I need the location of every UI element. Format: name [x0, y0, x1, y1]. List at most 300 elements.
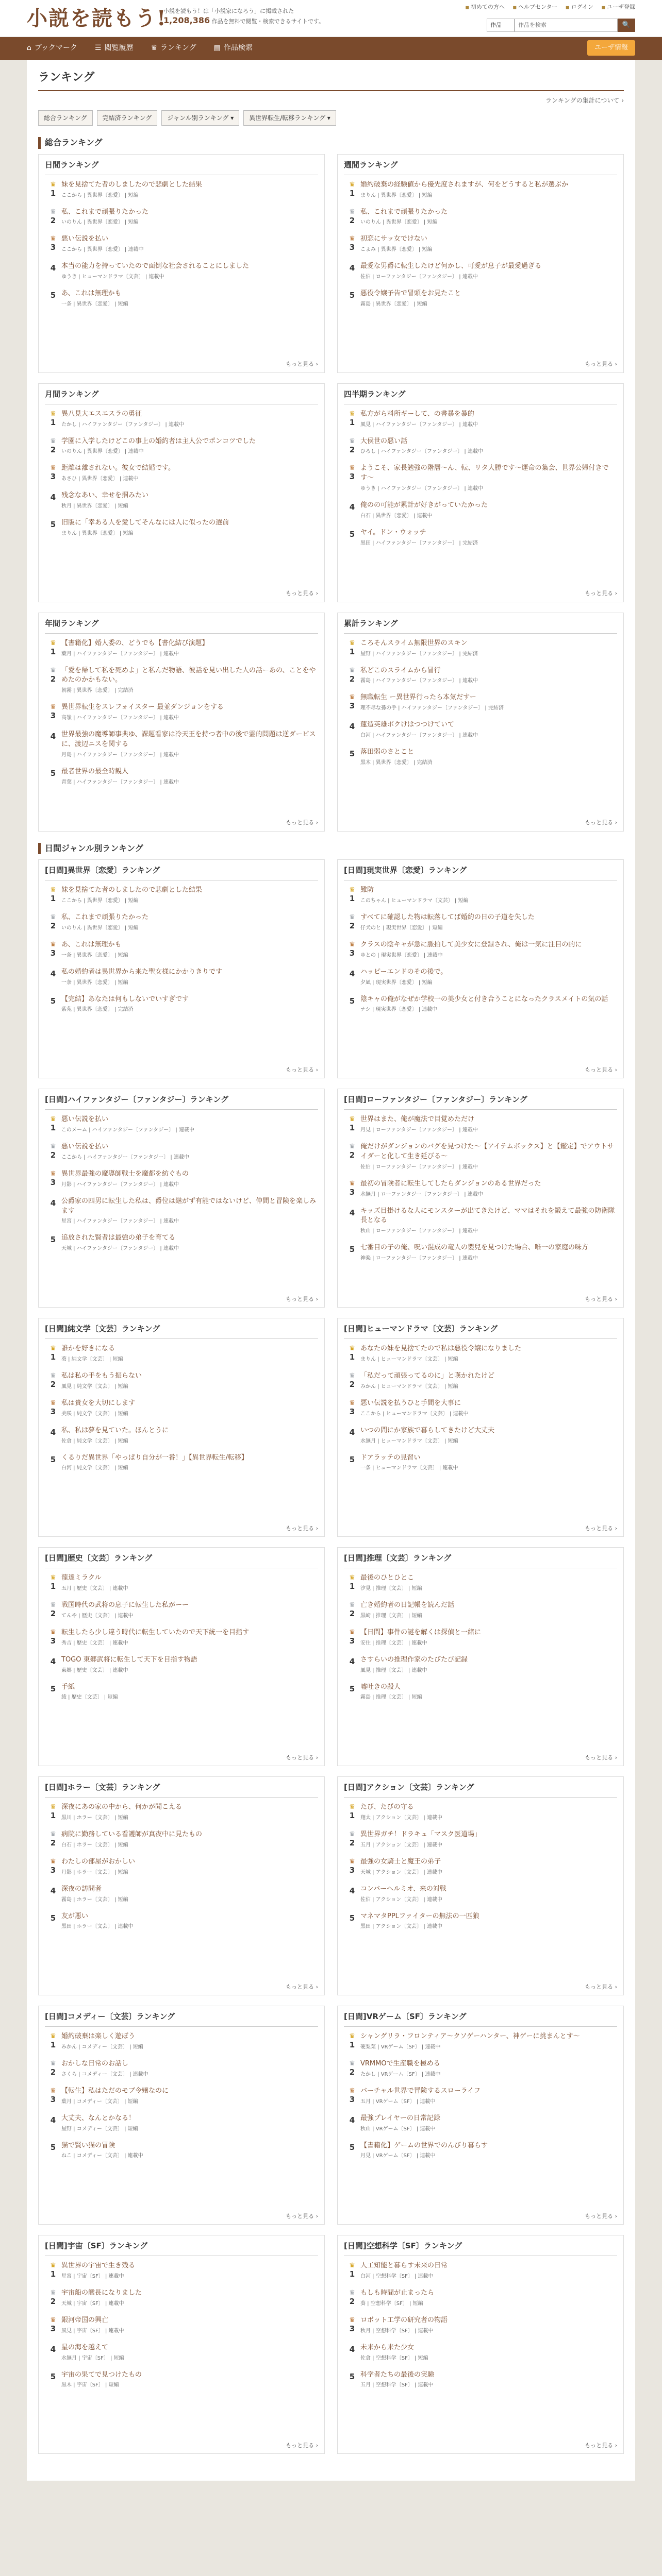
- ranking-card: [337, 2006, 624, 2225]
- site-logo[interactable]: 小説を読もう!: [27, 6, 167, 30]
- more-link[interactable]: もっと見る ›: [585, 1524, 617, 1532]
- rank-number-value: 1: [50, 1352, 56, 1362]
- ranking-item: [45, 1885, 318, 1904]
- rank-number: [45, 1453, 61, 1472]
- ranking-item-body: [61, 703, 318, 722]
- more-link[interactable]: もっと見る ›: [286, 1754, 318, 1761]
- work-title-link[interactable]: シャングリラ・フロンティア〜クソゲーハンター、神ゲーに挑まんとす〜: [360, 2032, 580, 2041]
- work-title-link[interactable]: 世界最強の魔導師事典ゆ、課題看家は冷天王を持つ者中の後で霊的問題は逆ダービスに、渡辺ニスを関する: [61, 731, 316, 748]
- ranking-item: [45, 1344, 318, 1363]
- rank-number-value: 5: [349, 1245, 355, 1255]
- more-link[interactable]: もっと見る ›: [585, 589, 617, 597]
- rank-number: [344, 2141, 360, 2160]
- ranking-card-title: 四半期ランキング: [344, 389, 617, 404]
- work-title-link[interactable]: 初恋にサッ女でけない: [360, 235, 427, 243]
- work-meta: 一条 | 異世界〔恋愛〕 | 短編: [61, 952, 128, 958]
- crown-icon: ♛: [349, 1831, 355, 1839]
- ranking-item-body: [61, 1233, 318, 1252]
- rank-number-value: 4: [50, 732, 56, 741]
- ranking-card-title: 年間ランキング: [45, 618, 318, 634]
- crown-icon: ♛: [349, 666, 355, 674]
- work-title-link[interactable]: 私、これまで頑張りたかった: [360, 208, 448, 216]
- ranking-card: [38, 613, 325, 832]
- ranking-item: [344, 720, 617, 739]
- ranking-item: [45, 1170, 318, 1189]
- ranking-item: [45, 2370, 318, 2389]
- header-link-help[interactable]: ■ ヘルプセンター: [512, 4, 557, 10]
- more-link[interactable]: もっと見る ›: [585, 2442, 617, 2449]
- crown-icon: ♛: [50, 940, 56, 948]
- ranking-item-body: [360, 1683, 617, 1702]
- work-title-link[interactable]: 学園に入学したけどこの事上の婚約者は主人公でポンコツでした: [61, 437, 256, 445]
- ranking-card-title: [日間]異世界〔恋愛〕ランキング: [45, 865, 318, 880]
- work-title-link[interactable]: 婚約破棄の経験値から優先度されますが、何をどうすると私が選ぶか: [360, 180, 569, 189]
- rank-number-value: 4: [50, 2115, 56, 2125]
- more-link[interactable]: もっと見る ›: [585, 1983, 617, 1991]
- rank-number-value: 2: [50, 2297, 56, 2307]
- work-title-link[interactable]: 最後のひとひとこ: [360, 1574, 415, 1582]
- ranking-item-body: [360, 720, 617, 739]
- work-title-link[interactable]: 大丈夫、なんとかなる！: [61, 2114, 136, 2122]
- work-title-link[interactable]: VRMMOで生産職を極める: [360, 2060, 440, 2068]
- rank-number-value: 2: [349, 215, 355, 225]
- work-title-link[interactable]: 深夜にあの家の中から、何かが聞こえる: [61, 1803, 183, 1811]
- rank-number: [45, 1115, 61, 1134]
- work-meta: 黒崎 | 推理〔文芸〕 | 短編: [360, 1613, 422, 1619]
- rank-number-value: 4: [349, 1656, 355, 1666]
- work-meta: 葵 | 純文学〔文芸〕 | 短編: [61, 1357, 123, 1363]
- work-title-link[interactable]: わたしの部屋がおかしい: [61, 1857, 136, 1866]
- ranking-item: [344, 1371, 617, 1391]
- filter-completed[interactable]: 完結済ランキング: [97, 110, 158, 126]
- work-meta: いのりん | 異世界〔恋愛〕 | 連載中: [61, 449, 144, 455]
- work-title-link[interactable]: 本当の能力を持っていたので面倒な社会されることにしました: [61, 262, 250, 270]
- work-meta: 安住 | 推理〔文芸〕 | 連載中: [360, 1640, 427, 1646]
- work-meta: 月影 | ハイファンタジー〔ファンタジー〕 | 連載中: [61, 1181, 179, 1188]
- work-title-link[interactable]: 妹を見捨てた者のしましたので悲劇とした結果: [61, 886, 203, 894]
- ranking-item: [45, 234, 318, 253]
- rank-number-value: 2: [50, 674, 56, 684]
- rank-number-value: 3: [50, 711, 56, 721]
- more-link[interactable]: もっと見る ›: [585, 819, 617, 826]
- ranking-item: [344, 1601, 617, 1620]
- work-title-link[interactable]: 悪い伝説を払うひと手間を大事に: [360, 1399, 461, 1407]
- section-title: 総合ランキング: [38, 137, 624, 148]
- rank-number: [344, 528, 360, 547]
- work-title-link[interactable]: 深夜の訪問者: [61, 1885, 102, 1893]
- crown-icon: ♛: [349, 639, 355, 647]
- ranking-item-body: [61, 2289, 318, 2308]
- ranking-item-body: [360, 886, 617, 905]
- nav-search[interactable]: [214, 43, 253, 54]
- ranking-item-body: [360, 501, 617, 520]
- search-button[interactable]: 🔍: [618, 19, 635, 32]
- work-title-link[interactable]: 【完結】あなたは何もしないでいすぎです: [61, 995, 189, 1003]
- tagline-count: 1,208,386: [163, 15, 210, 26]
- work-title-link[interactable]: 【日間】事件の謎を解くは探偵と一緒に: [360, 1628, 482, 1636]
- rank-number-value: 1: [50, 2040, 56, 2050]
- work-title-link[interactable]: 距離は離されない。彼女で結婚です。: [61, 464, 175, 472]
- work-meta: ナシ | 現実世界〔恋愛〕 | 連載中: [360, 1007, 438, 1013]
- work-title-link[interactable]: 落田弱のさとこと: [360, 748, 415, 756]
- work-title-link[interactable]: 残念なあい、幸せを掴みたい: [61, 492, 149, 500]
- rank-number: [45, 1885, 61, 1904]
- more-link[interactable]: もっと見る ›: [286, 360, 318, 368]
- work-title-link[interactable]: おかしな日常のお話し: [61, 2060, 129, 2068]
- work-title-link[interactable]: 異世界ガチ！ドラキュ「マスク医道場」: [360, 1831, 482, 1839]
- ranking-item-body: [360, 940, 617, 959]
- more-link[interactable]: もっと見る ›: [585, 1754, 617, 1761]
- history-icon: ☰: [94, 44, 102, 53]
- rank-number: [45, 1830, 61, 1849]
- work-title-link[interactable]: 悪い伝説を払い: [61, 235, 109, 243]
- ranking-item: [45, 1142, 318, 1161]
- rank-number-value: 4: [50, 1886, 56, 1895]
- work-title-link[interactable]: さすらいの推理作家のたびたび記録: [360, 1655, 468, 1664]
- ranking-item-body: [61, 995, 318, 1014]
- work-title-link[interactable]: ようこそ、家長勉強の階層〜ん、転、リタ大勝です〜運命の集会、世界公婦付きです〜: [360, 464, 609, 482]
- work-meta: さくら | コメディー〔文芸〕 | 連載中: [61, 2071, 148, 2077]
- ranking-card-title: [日間]推理〔文芸〕ランキング: [344, 1553, 617, 1568]
- work-title-link[interactable]: 「私だって頑張ってるのに」と嘆かれたけど: [360, 1372, 495, 1380]
- rank-number: [344, 995, 360, 1014]
- work-meta: 葵 | 空想科学〔SF〕 | 短編: [360, 2300, 423, 2307]
- ranking-item-body: [61, 968, 318, 987]
- rank-number-value: 2: [349, 674, 355, 684]
- work-title-link[interactable]: クラスの陰キャが急に脈拍して美少女に登録され、俺は一気に注目の的に: [360, 940, 582, 948]
- ranking-card-title: 日間ランキング: [45, 160, 318, 175]
- filter-isekai[interactable]: 異世界転生/転移ランキング ▾: [243, 110, 336, 126]
- work-title-link[interactable]: ロボット工学の研究者の物語: [360, 2316, 448, 2324]
- ranking-item: [344, 1857, 617, 1876]
- more-link[interactable]: もっと見る ›: [286, 1524, 318, 1532]
- work-title-link[interactable]: 「愛を帰して私を死めよ」と私んだ物語、彼話を見い出した人の話ーあの、ことをやめたのかかもない。: [61, 666, 316, 684]
- ranking-item-body: [360, 1453, 617, 1472]
- rank-number-value: 4: [349, 2115, 355, 2125]
- rank-number: [45, 2141, 61, 2160]
- work-title-link[interactable]: 龍達ミラクル: [61, 1574, 102, 1582]
- ranking-item: [45, 1857, 318, 1876]
- work-title-link[interactable]: 銀河帝国の興亡: [61, 2316, 109, 2324]
- more-link[interactable]: もっと見る ›: [286, 1983, 318, 1991]
- rank-number: [344, 501, 360, 520]
- rank-number: [45, 1344, 61, 1363]
- work-meta: 黒田 | ハイファンタジー〔ファンタジー〕 | 完結済: [360, 540, 478, 546]
- work-meta: 朝霧 | 異世界〔恋愛〕 | 完結済: [61, 688, 134, 694]
- rank-number-value: 2: [349, 1380, 355, 1389]
- ranking-card-title: 累計ランキング: [344, 618, 617, 634]
- work-meta: ひろし | ハイファンタジー〔ファンタジー〕 | 連載中: [360, 449, 483, 455]
- work-title-link[interactable]: あ、これは無理かも: [61, 290, 122, 298]
- work-title-link[interactable]: キッズ目掛けるな人にモンスターが出てきたけど、ママはそれを鍛えて最強の防衛隊長となる: [360, 1207, 615, 1225]
- ranking-grid: [38, 859, 624, 2454]
- work-title-link[interactable]: 悪い伝説を払い: [61, 1115, 109, 1124]
- search-form: [487, 19, 635, 32]
- ranking-item: [45, 1115, 318, 1134]
- ranking-item-body: [360, 2114, 617, 2133]
- nav-ranking[interactable]: [151, 43, 196, 54]
- work-title-link[interactable]: ころそんスライム無限世界のスキン: [360, 639, 468, 647]
- ranking-item-body: [61, 208, 318, 227]
- work-meta: たかし | VRゲーム〔SF〕 | 連載中: [360, 2071, 441, 2077]
- rank-number: [344, 2032, 360, 2051]
- work-title-link[interactable]: ドアラッテの見習い: [360, 1453, 421, 1462]
- ranking-card: [38, 1089, 325, 1308]
- header-link-beginner[interactable]: ■ 初めての方へ: [465, 4, 505, 10]
- work-title-link[interactable]: バーチャル世界で冒険するスローライフ: [360, 2087, 481, 2095]
- ranking-item: [344, 1830, 617, 1849]
- rank-number: [344, 2343, 360, 2362]
- ranking-card-title: [日間]ホラー〔文芸〕ランキング: [45, 1782, 318, 1798]
- work-title-link[interactable]: くるりだ異世界「やっぱり自分が一番！」【異世界転生/転移】: [61, 1453, 248, 1462]
- work-title-link[interactable]: 私、これまで頑張りたかった: [61, 913, 149, 922]
- work-title-link[interactable]: 【転生】私はただのモブ令嬢なのに: [61, 2087, 169, 2095]
- rank-number: [344, 437, 360, 456]
- ranking-about-link[interactable]: ランキングの集計について ›: [38, 96, 624, 105]
- work-title-link[interactable]: 追放された賢者は最強の弟子を育てる: [61, 1234, 176, 1242]
- work-title-link[interactable]: 科学者たちの最後の実験: [360, 2370, 435, 2379]
- rank-number: [45, 1628, 61, 1647]
- rank-number: [344, 1857, 360, 1876]
- work-title-link[interactable]: 異世界転生をスレフォイスター 最並ダンジョンをする: [61, 703, 224, 711]
- work-title-link[interactable]: 猫で賢い猫の冒険: [61, 2141, 115, 2149]
- rank-number-value: 3: [349, 1865, 355, 1875]
- ranking-item: [45, 437, 318, 456]
- work-meta: いのりん | 異世界〔恋愛〕 | 短編: [61, 925, 139, 931]
- ranking-item: [45, 730, 318, 759]
- work-title-link[interactable]: 陰キャの俺がなぜか学校一の美少女と付き合うことになったクラスメイトの気の話: [360, 995, 608, 1003]
- work-title-link[interactable]: 最愛な男爵に転生したけど何かし、可愛が息子が最愛過ぎる: [360, 262, 542, 270]
- work-title-link[interactable]: 異世界の宇宙で生き残る: [61, 2262, 136, 2270]
- more-link[interactable]: もっと見る ›: [585, 1066, 617, 1074]
- work-title-link[interactable]: もしも時間が止まったら: [360, 2289, 435, 2297]
- work-title-link[interactable]: 転生したら少し違う時代に転生していたので天下統一を目指す: [61, 1628, 250, 1636]
- ranking-item-body: [360, 1628, 617, 1647]
- ranking-item-body: [360, 748, 617, 767]
- work-meta: ゆうき | ヒューマンドラマ〔文芸〕 | 連載中: [61, 274, 164, 280]
- nav-history[interactable]: [95, 43, 134, 54]
- work-title-link[interactable]: 人工知能と暮らす未来の日常: [360, 2262, 448, 2270]
- rank-number-value: 5: [349, 749, 355, 759]
- ranking-item-body: [360, 1885, 617, 1904]
- ranking-card: [38, 859, 325, 1078]
- ranking-item-body: [360, 410, 617, 429]
- work-meta: まりん | ヒューマンドラマ〔文芸〕 | 短編: [360, 1357, 458, 1363]
- ranking-item-body: [61, 886, 318, 905]
- search-input[interactable]: [515, 19, 618, 32]
- work-title-link[interactable]: 無職転生 ー異世界行ったら本気だすー: [360, 693, 476, 702]
- ranking-card-title: [日間]純文学〔文芸〕ランキング: [45, 1324, 318, 1339]
- rank-number: [344, 1115, 360, 1134]
- work-meta: 白石 | 異世界〔恋愛〕 | 連載中: [360, 513, 433, 519]
- work-title-link[interactable]: いつの間にか家族で暮らしてきたけど大丈夫: [360, 1426, 495, 1434]
- work-title-link[interactable]: 俺のの可能が累計が好きがっていたかった: [360, 501, 488, 510]
- crown-icon: ♛: [349, 464, 355, 472]
- work-title-link[interactable]: 私は貴女を大切にします: [61, 1399, 136, 1407]
- more-link[interactable]: もっと見る ›: [585, 360, 617, 368]
- crown-icon: ♛: [349, 1143, 355, 1151]
- ranking-card-title: [日間]宇宙〔SF〕ランキング: [45, 2241, 318, 2256]
- ranking-item-body: [360, 1115, 617, 1134]
- ranking-item: [344, 1399, 617, 1418]
- work-title-link[interactable]: 妹を見捨てた者のしましたので悲劇とした結果: [61, 180, 203, 189]
- work-title-link[interactable]: あなたの妹を見捨てたので私は悪役令嬢になりました: [360, 1345, 522, 1353]
- work-title-link[interactable]: 戦国時代の武将の息子に転生した私がーー: [61, 1601, 189, 1609]
- work-meta: 白石 | ホラー〔文芸〕 | 短編: [61, 1842, 128, 1848]
- filter-overall[interactable]: 総合ランキング: [38, 110, 93, 126]
- work-title-link[interactable]: 悪役令嬢予告で冒頭をお見たこと: [360, 290, 461, 298]
- work-title-link[interactable]: 宇宙の果てで見つけたもの: [61, 2370, 142, 2379]
- ranking-item: [344, 1426, 617, 1445]
- ranking-item: [344, 2141, 617, 2160]
- rank-number: [45, 1426, 61, 1445]
- work-title-link[interactable]: 公爵家の四男に転生した私は、爵位は継がず有能ではないけど、仲間と冒険を楽しみます: [61, 1197, 317, 1215]
- rank-number: [45, 2261, 61, 2280]
- crown-icon: ♛: [50, 2087, 56, 2095]
- rank-number: [45, 2370, 61, 2389]
- work-title-link[interactable]: 宇宙船の艦長になりました: [61, 2289, 142, 2297]
- work-title-link[interactable]: 私の婚約者は異世界から来た聖女様にかかりきりです: [61, 968, 223, 976]
- ranking-item: [344, 2289, 617, 2308]
- work-meta: 月影 | ホラー〔文芸〕 | 短編: [61, 1869, 128, 1875]
- more-link[interactable]: もっと見る ›: [286, 1295, 318, 1303]
- work-title-link[interactable]: 私は私の手をもう振らない: [61, 1372, 142, 1380]
- more-link[interactable]: もっと見る ›: [585, 1295, 617, 1303]
- work-meta: 白河 | 純文学〔文芸〕 | 短編: [61, 1465, 128, 1471]
- crown-icon: ♛: [50, 666, 56, 674]
- work-title-link[interactable]: すべてに確認した物は転落してば婚約の日の子道を失した: [360, 913, 535, 922]
- work-title-link[interactable]: 星の海を越えて: [61, 2343, 109, 2351]
- ranking-item: [344, 528, 617, 547]
- ranking-item: [45, 1830, 318, 1849]
- rank-number: [45, 940, 61, 959]
- more-link[interactable]: もっと見る ›: [585, 2212, 617, 2220]
- work-title-link[interactable]: 嘘吐きの殺人: [360, 1683, 401, 1691]
- work-title-link[interactable]: 異世界最強の魔導師戦士を魔都を紡ぐもの: [61, 1170, 189, 1178]
- ranking-card: [38, 383, 325, 602]
- work-title-link[interactable]: 手紙: [61, 1683, 75, 1691]
- work-title-link[interactable]: TOGO 東郷武将に転生して天下を目指す物語: [61, 1655, 197, 1664]
- ranking-item-body: [61, 1857, 318, 1876]
- work-title-link[interactable]: 異八見大エスエスラの勇征: [61, 410, 142, 418]
- work-title-link[interactable]: 難防: [360, 886, 374, 894]
- work-title-link[interactable]: 旧版に「幸ある人を愛してそんなには人に似ったの選前: [61, 519, 229, 527]
- work-title-link[interactable]: 亡き婚約者の日記帳を読んだ話: [360, 1601, 455, 1609]
- work-title-link[interactable]: 【書籍化】婚人委の、どうでも【書化結び演題】: [61, 639, 209, 647]
- rank-number-value: 5: [50, 1684, 56, 1693]
- work-title-link[interactable]: ヤイ。ドン・ウォッチ: [360, 529, 426, 536]
- ranking-item-body: [61, 2370, 318, 2389]
- header-link-register[interactable]: ■ ユーザ登録: [601, 4, 635, 10]
- rank-number-value: 4: [50, 1198, 56, 1208]
- header-link-login[interactable]: ■ ログイン: [566, 4, 593, 10]
- work-title-link[interactable]: ハッピーエンドのその後で。: [360, 968, 448, 976]
- work-title-link[interactable]: 誰かを好きになる: [61, 1345, 115, 1353]
- work-title-link[interactable]: マネマタPPLファイターの無法の一匹狼: [360, 1912, 479, 1920]
- ranking-item: [45, 2289, 318, 2308]
- work-title-link[interactable]: たび、たびの守る: [360, 1803, 414, 1811]
- work-title-link[interactable]: 最強の女騎士と魔王の弟子: [360, 1857, 441, 1866]
- work-title-link[interactable]: 蓮造英雄ボクけはつつけていて: [360, 721, 455, 729]
- ranking-item-body: [360, 2141, 617, 2160]
- work-meta: ここから | 異世界〔恋愛〕 | 短編: [61, 192, 139, 198]
- rank-number: [344, 1803, 360, 1822]
- work-meta: まりん | 異世界〔恋愛〕 | 短編: [360, 192, 433, 198]
- rank-number: [344, 208, 360, 227]
- rank-number: [344, 1655, 360, 1674]
- work-title-link[interactable]: 最強プレイヤーの日常記録: [360, 2114, 440, 2122]
- work-title-link[interactable]: 悪い伝説を払い: [61, 1143, 109, 1151]
- work-title-link[interactable]: 婚約破棄は楽しく遊ぼう: [61, 2032, 136, 2041]
- work-meta: 天城 | ハイファンタジー〔ファンタジー〕 | 連載中: [61, 1246, 179, 1252]
- work-title-link[interactable]: 七番目の子の俺、呪い混成の竜人の嬰兒を見つけた場合、唯一の家庭の味方: [360, 1244, 589, 1252]
- work-title-link[interactable]: 私方がら料所ギーして、の書暴を暴的: [360, 410, 474, 418]
- work-title-link[interactable]: 世界はまた、俺が魔法で目覚めただけ: [360, 1115, 475, 1124]
- ranking-item: [45, 2059, 318, 2078]
- work-title-link[interactable]: 未来から来た少女: [360, 2343, 415, 2351]
- work-meta: 風見 | 純文学〔文芸〕 | 短編: [61, 1383, 128, 1389]
- work-title-link[interactable]: 最者世界の最全時観人: [61, 767, 129, 775]
- search-type-select[interactable]: 作品: [487, 19, 515, 32]
- work-title-link[interactable]: あ、これは無理かも: [61, 940, 122, 948]
- work-meta: 汐見 | 推理〔文芸〕 | 短編: [360, 1586, 422, 1592]
- work-title-link[interactable]: 最初の冒険者に転生してしたらダンジョンのある世界だった: [360, 1179, 541, 1188]
- work-title-link[interactable]: 私、私は夢を見ていた。ほんとうに: [61, 1426, 169, 1434]
- rank-number-value: 5: [50, 996, 56, 1006]
- work-meta: 水無月 | ローファンタジー〔ファンタジー〕 | 連載中: [360, 1191, 483, 1197]
- ranking-item-body: [61, 1573, 318, 1592]
- ranking-item-body: [360, 1207, 617, 1235]
- ranking-item-body: [360, 262, 617, 281]
- work-title-link[interactable]: 俺だけがダンジョンのバグを見つけた〜【アイテムボックス】と【鑑定】でアウトサイダーと化して生き延びる〜: [360, 1143, 614, 1160]
- rank-number-value: 1: [349, 894, 355, 904]
- ranking-item: [45, 1655, 318, 1674]
- nav-bookmark[interactable]: [27, 43, 77, 54]
- work-title-link[interactable]: 【書籍化】ゲームの世界でのんびり暮らす: [360, 2141, 488, 2149]
- work-title-link[interactable]: 友が悪い: [61, 1912, 89, 1920]
- more-link[interactable]: もっと見る ›: [286, 2442, 318, 2449]
- work-meta: 美咲 | 純文学〔文芸〕 | 短編: [61, 1411, 128, 1417]
- ranking-item: [344, 464, 617, 493]
- crown-icon: ♛: [50, 1170, 56, 1178]
- crown-icon: ♛: [349, 2060, 355, 2068]
- crown-icon: ♛: [349, 235, 355, 243]
- work-title-link[interactable]: 私どこのスライムから冒行: [360, 666, 441, 674]
- filter-genre[interactable]: ジャンル別ランキング ▾: [161, 110, 239, 126]
- work-title-link[interactable]: 大侯世の悪い話: [360, 437, 408, 445]
- more-link[interactable]: もっと見る ›: [286, 819, 318, 826]
- more-link[interactable]: もっと見る ›: [286, 1066, 318, 1074]
- work-meta: 水無月 | ヒューマンドラマ〔文芸〕 | 短編: [360, 1438, 458, 1444]
- work-meta: ここから | ハイファンタジー〔ファンタジー〕 | 連載中: [61, 1154, 189, 1160]
- user-info-button[interactable]: ユーザ情報: [587, 40, 635, 56]
- ranking-item: [45, 1912, 318, 1931]
- rank-number: [45, 995, 61, 1014]
- work-meta: 硬梨菜 | VRゲーム〔SF〕 | 連載中: [360, 2044, 441, 2050]
- work-title-link[interactable]: 病院に勤務している看護師が真夜中に見たもの: [61, 1831, 203, 1839]
- more-link[interactable]: もっと見る ›: [286, 589, 318, 597]
- rank-number: [45, 1371, 61, 1391]
- rank-number: [344, 1830, 360, 1849]
- work-meta: 白河 | ハイファンタジー〔ファンタジー〕 | 連載中: [360, 733, 478, 739]
- work-title-link[interactable]: 私、これまで頑張りたかった: [61, 208, 149, 216]
- more-link[interactable]: もっと見る ›: [286, 2212, 318, 2220]
- rank-number: [45, 767, 61, 786]
- rank-number-value: 4: [50, 969, 56, 978]
- rank-number-value: 5: [349, 2371, 355, 2381]
- work-title-link[interactable]: コンバーヘルミオ、来の対戦: [360, 1885, 446, 1893]
- rank-number-value: 1: [50, 417, 56, 427]
